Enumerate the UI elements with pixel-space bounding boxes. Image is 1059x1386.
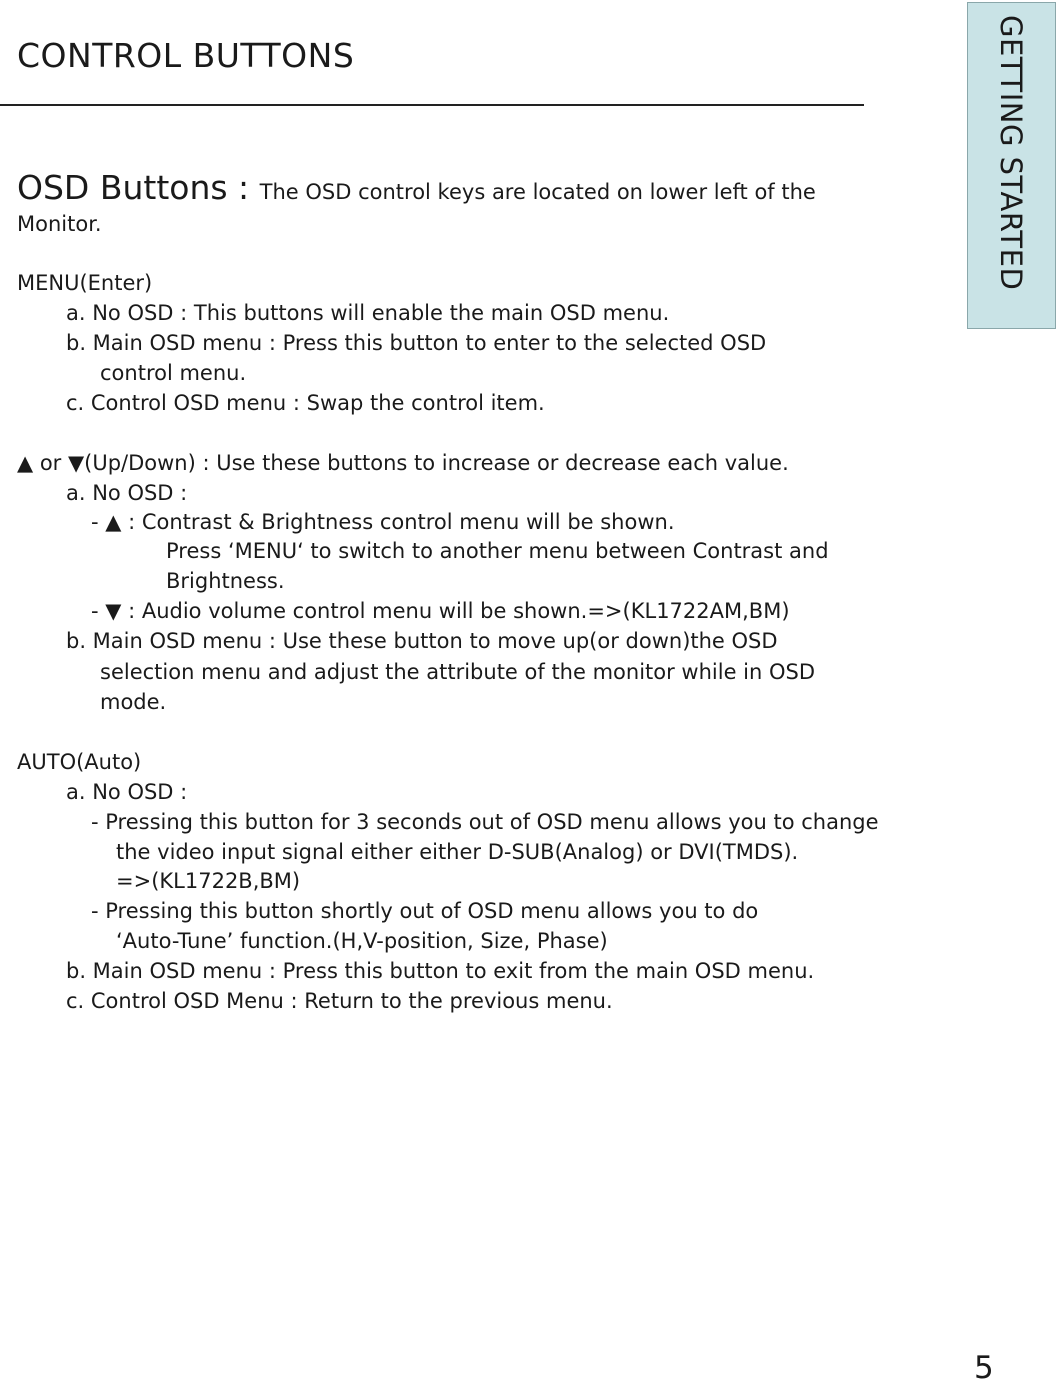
side-tab bbox=[967, 2, 1056, 329]
title-rule bbox=[0, 104, 864, 106]
intro-text: The OSD control keys are located on lower left of the bbox=[259, 180, 816, 204]
updown-heading: ▲ or ▼(Up/Down) : Use these buttons to increase or decrease each value. bbox=[17, 451, 789, 475]
auto-item-a: a. No OSD : bbox=[66, 780, 188, 804]
page-title: CONTROL BUTTONS bbox=[17, 36, 355, 75]
menu-item-b: b. Main OSD menu : Press this button to enter to the selected OSD bbox=[66, 331, 767, 355]
side-tab-label: GETTING STARTED bbox=[994, 15, 1028, 291]
updown-item-a-up-cont1: Press ‘MENU‘ to switch to another menu between Contrast and bbox=[166, 539, 829, 563]
updown-item-a-down: - ▼ : Audio volume control menu will be shown.=>(KL1722AM,BM) bbox=[91, 599, 790, 623]
updown-item-a-up: - ▲ : Contrast & Brightness control menu will be shown. bbox=[91, 510, 675, 534]
auto-item-b: b. Main OSD menu : Press this button to exit from the main OSD menu. bbox=[66, 959, 815, 983]
auto-item-c: c. Control OSD Menu : Return to the previous menu. bbox=[66, 989, 613, 1013]
menu-item-b-cont: control menu. bbox=[100, 361, 247, 385]
auto-item-a1: - Pressing this button for 3 seconds out of OSD menu allows you to change bbox=[91, 810, 879, 834]
auto-item-a2-cont: ‘Auto-Tune’ function.(H,V-position, Size, Phase) bbox=[116, 929, 608, 953]
updown-item-a-up-cont2: Brightness. bbox=[166, 569, 285, 593]
updown-item-b-cont2: mode. bbox=[100, 690, 167, 714]
auto-item-a2: - Pressing this button shortly out of OSD menu allows you to do bbox=[91, 899, 759, 923]
osd-buttons-heading: OSD Buttons : bbox=[17, 168, 260, 207]
auto-item-a1-cont2: =>(KL1722B,BM) bbox=[116, 869, 301, 893]
auto-item-a1-cont1: the video input signal either either D-SUB(Analog) or DVI(TMDS). bbox=[116, 840, 799, 864]
intro-line bbox=[17, 168, 816, 207]
updown-item-a: a. No OSD : bbox=[66, 481, 188, 505]
updown-item-b-cont1: selection menu and adjust the attribute of the monitor while in OSD bbox=[100, 660, 816, 684]
menu-item-c: c. Control OSD menu : Swap the control item. bbox=[66, 391, 545, 415]
updown-item-b: b. Main OSD menu : Use these button to move up(or down)the OSD bbox=[66, 629, 778, 653]
menu-heading: MENU(Enter) bbox=[17, 271, 153, 295]
page-number: 5 bbox=[974, 1350, 994, 1386]
intro-text-cont: Monitor. bbox=[17, 212, 102, 236]
menu-item-a: a. No OSD : This buttons will enable the main OSD menu. bbox=[66, 301, 670, 325]
auto-heading: AUTO(Auto) bbox=[17, 750, 142, 774]
